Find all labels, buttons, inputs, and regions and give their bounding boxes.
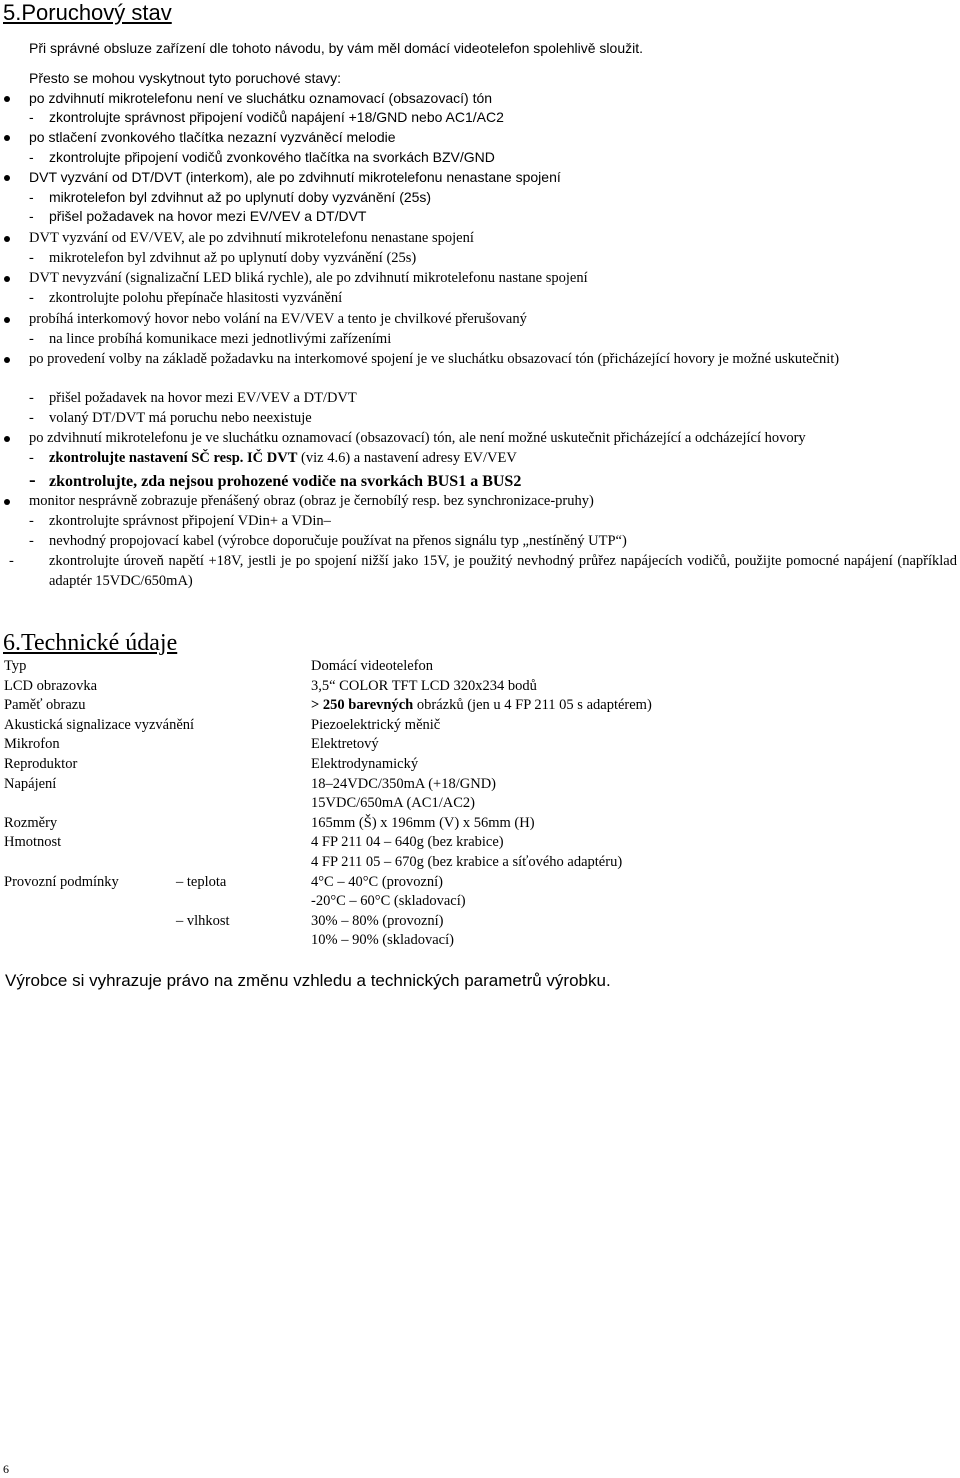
fault-item: DVT nevyzvání (signalizační LED bliká rychle), ale po zdvihnutí mikrotelefonu nastane spojení xyxy=(29,270,588,286)
remedy-item: - přišel požadavek na hovor mezi EV/VEV a DT/DVT xyxy=(29,390,357,406)
fault-item: po provedení volby na základě požadavku na interkomové spojení je ve sluchátku obsazovací tón (přicházející hovory je možné uskutečnit) xyxy=(29,351,840,367)
spec-label: Typ xyxy=(4,658,27,674)
remedy-item: - mikrotelefon byl zdvihnut až po uplynutí doby vyzvánění (25s) xyxy=(29,250,417,266)
remedy-item: - zkontrolujte připojení vodičů zvonkového tlačítka na svorkách BZV/GND xyxy=(29,149,495,165)
page-number: 6 xyxy=(3,1462,9,1476)
fault-item: monitor nesprávně zobrazuje přenášený obraz (obraz je černobílý resp. bez synchronizace-pruhy) xyxy=(29,493,594,509)
fault-item: DVT vyzvání od DT/DVT (interkom), ale po zdvihnutí mikrotelefonu nenastane spojení xyxy=(29,169,561,185)
spec-value: 165mm (Š) x 196mm (V) x 56mm (H) xyxy=(311,814,535,831)
spec-value: 18–24VDC/350mA (+18/GND) xyxy=(311,775,496,792)
remedy-item: - zkontrolujte polohu přepínače hlasitosti vyzvánění xyxy=(29,290,343,306)
spec-value: Elektrodynamický xyxy=(311,756,419,772)
spec-label: Reproduktor xyxy=(4,756,78,772)
remedy-item: - nevhodný propojovací kabel (výrobce doporučuje používat na přenos signálu typ „nestíněný UTP“) xyxy=(29,533,627,549)
bullet xyxy=(4,317,10,323)
section-6-title: 6.Technické údaje xyxy=(3,630,178,656)
remedy-item: - mikrotelefon byl zdvihnut až po uplynutí doby vyzvánění (25s) xyxy=(29,189,432,205)
bullet xyxy=(4,436,10,442)
spec-value: 10% – 90% (skladovací) xyxy=(311,932,454,949)
bullet xyxy=(4,499,10,505)
spec-value: Domácí videotelefon xyxy=(311,658,433,674)
bullet xyxy=(4,276,10,282)
fault-item: po zdvihnutí mikrotelefonu je ve sluchátku oznamovací (obsazovací) tón, ale není možné uskutečnit přicházející a odcházející hovory xyxy=(29,430,806,446)
intro-text: Při správné obsluze zařízení dle tohoto návodu, by vám měl domácí videotelefon spolehlivě sloužit. xyxy=(29,40,644,56)
remedy-item: - zkontrolujte nastavení SČ resp. IČ DVT (viz 4.6) a nastavení adresy EV/VEV xyxy=(29,450,517,466)
intro-text-2: Přesto se mohou vyskytnout tyto poruchové stavy: xyxy=(29,70,342,86)
spec-sublabel: – teplota xyxy=(176,873,227,890)
spec-value: 30% – 80% (provozní) xyxy=(311,912,444,929)
spec-label: Paměť obrazu xyxy=(4,697,86,714)
spec-value: 4 FP 211 05 – 670g (bez krabice a síťového adaptéru) xyxy=(311,854,623,870)
spec-value: Elektretový xyxy=(311,736,379,753)
remedy-item: - přišel požadavek na hovor mezi EV/VEV a DT/DVT xyxy=(29,208,367,224)
spec-label: Mikrofon xyxy=(4,736,60,753)
remedy-item: - na lince probíhá komunikace mezi jednotlivými zařízeními xyxy=(29,331,392,347)
spec-value: 4°C – 40°C (provozní) xyxy=(311,873,444,890)
footer-note: Výrobce si vyhrazuje právo na změnu vzhledu a technických parametrů výrobku. xyxy=(5,971,611,990)
bullet xyxy=(4,175,10,181)
section-5-title: 5.Poruchový stav xyxy=(3,0,172,25)
spec-value: 4 FP 211 04 – 640g (bez krabice) xyxy=(311,834,504,851)
remedy-item: - zkontrolujte správnost připojení VDin+ a VDin– xyxy=(29,513,331,529)
bullet xyxy=(4,96,10,102)
fault-item: probíhá interkomový hovor nebo volání na EV/VEV a tento je chvilkové přerušovaný xyxy=(29,311,527,327)
remedy-item: - zkontrolujte správnost připojení vodičů napájení +18/GND nebo AC1/AC2 xyxy=(29,109,504,125)
bullet xyxy=(4,236,10,242)
spec-sublabel: – vlhkost xyxy=(176,912,230,929)
spec-value: 15VDC/650mA (AC1/AC2) xyxy=(311,795,475,812)
remedy-item: - zkontrolujte, zda nejsou prohozené vodiče na svorkách BUS1 a BUS2 xyxy=(29,469,522,491)
remedy-item: - zkontrolujte úroveň napětí +18V, jestli je po spojení nižší jako 15V, je použitý nevhodný průřez napájecích vodičů, použijte pomocné napájení (například adaptér 15VDC/650mA) xyxy=(9,553,957,589)
bullet xyxy=(4,357,10,363)
spec-value: -20°C – 60°C (skladovací) xyxy=(311,893,466,910)
spec-label: Hmotnost xyxy=(4,834,62,851)
spec-label: Napájení xyxy=(4,775,57,792)
fault-item: DVT vyzvání od EV/VEV, ale po zdvihnutí mikrotelefonu nenastane spojení xyxy=(29,230,474,246)
spec-value: 3,5“ COLOR TFT LCD 320x234 bodů xyxy=(311,677,537,694)
spec-value: Piezoelektrický měnič xyxy=(311,716,441,733)
fault-item: po stlačení zvonkového tlačítka nezazní vyzváněcí melodie xyxy=(29,129,396,145)
spec-label: LCD obrazovka xyxy=(4,677,98,694)
spec-label: Akustická signalizace vyzvánění xyxy=(4,716,195,733)
bullet xyxy=(4,135,10,141)
spec-label: Provozní podmínky xyxy=(4,873,119,890)
fault-item: po zdvihnutí mikrotelefonu není ve sluchátku oznamovací (obsazovací) tón xyxy=(29,90,493,106)
remedy-item: - volaný DT/DVT má poruchu nebo neexistuje xyxy=(29,410,312,426)
spec-value: > 250 barevných obrázků (jen u 4 FP 211 05 s adaptérem) xyxy=(311,697,652,714)
spec-label: Rozměry xyxy=(4,814,58,831)
